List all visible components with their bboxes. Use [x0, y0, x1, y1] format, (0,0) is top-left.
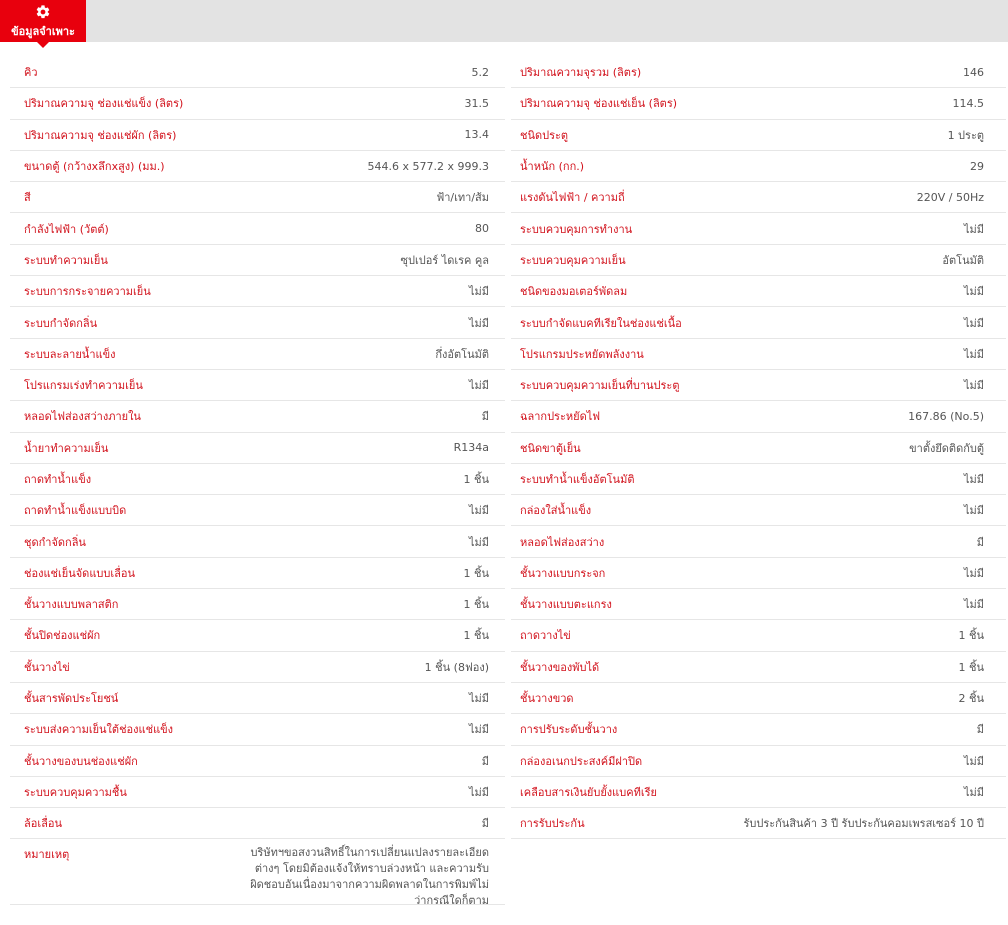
spec-value: ขาตั้งยึดติดกับตู้	[909, 441, 984, 455]
spec-label: ระบบควบคุมการทำงาน	[520, 222, 633, 236]
spec-value: รับประกันสินค้า 3 ปี รับประกันคอมเพรสเซอร์ 10 ปี	[743, 817, 984, 831]
spec-row	[10, 120, 505, 151]
spec-value: ซุปเปอร์ ไดเรค คูล	[400, 253, 489, 267]
spec-row	[511, 464, 1006, 495]
spec-label: ชั้นวางแบบกระจก	[520, 566, 606, 580]
spec-value: มี	[481, 410, 489, 424]
spec-label: ถาดวางไข่	[520, 629, 571, 643]
spec-label: ระบบควบคุมความเย็นที่บานประตู	[520, 379, 680, 393]
gear-icon	[35, 4, 51, 20]
spec-value: ไม่มี	[963, 347, 984, 361]
spec-row	[511, 652, 1006, 683]
spec-value: ไม่มี	[963, 566, 984, 580]
spec-value: ไม่มี	[468, 504, 489, 518]
spec-value: 1 ชิ้น (8ฟอง)	[424, 660, 489, 674]
spec-row	[10, 714, 505, 745]
spec-row	[10, 620, 505, 651]
spec-row	[10, 182, 505, 213]
spec-label: ชนิดขาตู้เย็น	[520, 441, 581, 455]
spec-value: 1 ชิ้น	[463, 629, 489, 643]
spec-row-note	[10, 839, 505, 908]
spec-value: ไม่มี	[468, 692, 489, 706]
spec-value: 220V / 50Hz	[916, 190, 984, 204]
spec-label: ปริมาณความจุ ช่องแช่แข็ง (ลิตร)	[24, 97, 184, 111]
spec-value: 31.5	[464, 96, 489, 110]
spec-label: ล้อเลื่อน	[24, 817, 62, 831]
spec-label: คิว	[24, 66, 38, 80]
spec-value: R134a	[453, 441, 489, 455]
spec-label: กำลังไฟฟ้า (วัตต์)	[24, 222, 109, 236]
spec-value: 114.5	[952, 96, 984, 110]
spec-label: สี	[24, 191, 31, 205]
spec-row	[10, 746, 505, 777]
spec-value: 2 ชิ้น	[958, 692, 984, 706]
spec-row	[511, 683, 1006, 714]
spec-label: ถาดทำน้ำแข็งแบบบิด	[24, 504, 127, 518]
spec-label: ปริมาณความจุรวม (ลิตร)	[520, 66, 642, 80]
spec-label: ระบบทำความเย็น	[24, 253, 108, 267]
spec-label: ชนิดของมอเตอร์พัดลม	[520, 285, 628, 299]
tab-label: ข้อมูลจำเพาะ	[11, 25, 75, 38]
spec-label: ชั้นวางของบนช่องแช่ผัก	[24, 754, 138, 768]
spec-value: 1 ชิ้น	[463, 598, 489, 612]
spec-row	[511, 746, 1006, 777]
spec-label: ชั้นสารพัดประโยชน์	[24, 692, 119, 706]
spec-value: กึ่งอัตโนมัติ	[435, 347, 489, 361]
spec-value: มี	[481, 754, 489, 768]
spec-value: ไม่มี	[963, 598, 984, 612]
spec-row	[511, 213, 1006, 244]
spec-label: ระบบกำจัดแบคทีเรียในช่องแช่เนื้อ	[520, 316, 682, 330]
spec-row	[511, 182, 1006, 213]
spec-label: ชั้นวางแบบพลาสติก	[24, 598, 119, 612]
spec-row	[10, 558, 505, 589]
spec-row	[10, 276, 505, 307]
spec-label: ชุดกำจัดกลิ่น	[24, 535, 86, 549]
spec-row	[10, 495, 505, 526]
spec-label: ถาดทำน้ำแข็ง	[24, 473, 92, 486]
spec-row	[10, 433, 505, 464]
spec-value: 1 ชิ้น	[463, 566, 489, 580]
spec-row	[511, 245, 1006, 276]
spec-row	[511, 276, 1006, 307]
spec-value: ไม่มี	[468, 785, 489, 799]
spec-label: น้ำหนัก (กก.)	[520, 160, 585, 174]
tab-specifications[interactable]	[0, 0, 86, 42]
spec-label: ปริมาณความจุ ช่องแช่เย็น (ลิตร)	[520, 97, 678, 111]
note-label: หมายเหตุ	[24, 848, 70, 862]
spec-value: ไม่มี	[468, 723, 489, 737]
spec-row	[10, 307, 505, 338]
spec-row	[10, 245, 505, 276]
spec-label: การรับประกัน	[520, 817, 585, 831]
spec-value: ไม่มี	[468, 285, 489, 299]
spec-value: ไม่มี	[468, 535, 489, 549]
spec-value: 167.86 (No.5)	[908, 409, 984, 423]
spec-row	[511, 777, 1006, 808]
spec-row	[511, 88, 1006, 119]
spec-value: 1 ประตู	[947, 128, 984, 142]
spec-label: ชนิดประตู	[520, 128, 569, 142]
spec-row	[10, 213, 505, 244]
spec-value: ไม่มี	[963, 316, 984, 330]
spec-label: หลอดไฟส่องสว่าง	[520, 535, 605, 549]
spec-row	[10, 401, 505, 432]
spec-label: ชั้นวางของพับได้	[520, 660, 600, 674]
spec-row	[511, 558, 1006, 589]
spec-row	[511, 339, 1006, 370]
spec-label: ช่องแช่เย็นจัดแบบเลื่อน	[24, 566, 135, 580]
spec-row	[10, 777, 505, 808]
spec-row	[10, 88, 505, 119]
spec-row	[511, 57, 1006, 88]
spec-value: ไม่มี	[963, 379, 984, 393]
spec-row	[10, 151, 505, 182]
spec-label: ชั้นปิดช่องแช่ผัก	[24, 629, 101, 643]
spec-value: 80	[475, 222, 489, 236]
spec-label: การปรับระดับชั้นวาง	[520, 723, 618, 737]
spec-row	[511, 620, 1006, 651]
spec-row	[511, 401, 1006, 432]
spec-label: ระบบละลายน้ำแข็ง	[24, 347, 116, 361]
spec-row	[511, 495, 1006, 526]
spec-label: เคลือบสารเงินยับยั้งแบคทีเรีย	[520, 785, 657, 799]
spec-label: โปรแกรมประหยัดพลังงาน	[520, 347, 644, 361]
spec-label: ขนาดตู้ (กว้างxลึกxสูง) (มม.)	[24, 160, 165, 174]
spec-value: 1 ชิ้น	[463, 473, 489, 486]
spec-label: ระบบการกระจายความเย็น	[24, 285, 151, 299]
spec-label: หลอดไฟส่องสว่างภายใน	[24, 410, 141, 424]
spec-value: 1 ชิ้น	[958, 629, 984, 643]
spec-label: ฉลากประหยัดไฟ	[520, 410, 601, 424]
spec-value: 1 ชิ้น	[958, 660, 984, 674]
spec-value: มี	[481, 817, 489, 831]
spec-row	[10, 57, 505, 88]
spec-row	[511, 433, 1006, 464]
spec-row	[511, 120, 1006, 151]
spec-column-left	[10, 57, 505, 908]
spec-row	[511, 307, 1006, 338]
spec-label: ระบบส่งความเย็นใต้ช่องแช่แข็ง	[24, 723, 174, 737]
note-text: บริษัทฯขอสงวนสิทธิ์ในการเปลี่ยนแปลงรายละเอียดต่างๆ โดยมิต้องแจ้งให้ทราบล่วงหน้า และความรับผิดชอบอันเนื่องมาจากความผิดพลาดในการพิมพ์ไม่ว่ากรณีใดก็ตาม	[250, 846, 489, 908]
spec-value: ไม่มี	[963, 222, 984, 236]
spec-label: กล่องใส่น้ำแข็ง	[520, 504, 592, 518]
spec-value: ไม่มี	[963, 785, 984, 799]
spec-row	[10, 652, 505, 683]
spec-value: ไม่มี	[963, 285, 984, 299]
spec-label: โปรแกรมเร่งทำความเย็น	[24, 379, 143, 393]
spec-value: ไม่มี	[963, 473, 984, 486]
tab-pointer	[37, 42, 49, 48]
spec-value: 5.2	[471, 65, 489, 79]
spec-row	[511, 151, 1006, 182]
spec-header-bar	[0, 0, 1008, 42]
spec-value: อัตโนมัติ	[942, 253, 984, 267]
spec-row	[10, 589, 505, 620]
spec-row	[511, 589, 1006, 620]
spec-row	[511, 370, 1006, 401]
spec-value: ไม่มี	[963, 504, 984, 518]
spec-value: 13.4	[464, 128, 489, 142]
spec-value: ไม่มี	[468, 316, 489, 330]
spec-row	[10, 370, 505, 401]
spec-row	[10, 808, 505, 839]
spec-row	[10, 464, 505, 495]
spec-row	[10, 683, 505, 714]
spec-row	[511, 808, 1006, 839]
spec-value: 29	[970, 159, 984, 173]
spec-value: 544.6 x 577.2 x 999.3	[367, 159, 489, 173]
spec-row	[511, 526, 1006, 557]
spec-row	[511, 714, 1006, 745]
spec-label: ชั้นวางขวด	[520, 692, 574, 706]
spec-label: ระบบกำจัดกลิ่น	[24, 316, 98, 330]
spec-label: น้ำยาทำความเย็น	[24, 441, 109, 455]
spec-column-right	[511, 57, 1006, 839]
spec-label: กล่องอเนกประสงค์มีฝาปิด	[520, 754, 643, 768]
spec-label: ปริมาณความจุ ช่องแช่ผัก (ลิตร)	[24, 128, 177, 142]
spec-value: ไม่มี	[468, 379, 489, 393]
spec-label: แรงดันไฟฟ้า / ความถี่	[520, 191, 625, 205]
spec-label: ชั้นวางแบบตะแกรง	[520, 598, 612, 612]
spec-value: ไม่มี	[963, 754, 984, 768]
spec-value: มี	[976, 723, 984, 737]
spec-row	[10, 526, 505, 557]
spec-label: ระบบทำน้ำแข็งอัตโนมัติ	[520, 473, 635, 486]
spec-value: ฟ้า/เทา/ส้ม	[436, 191, 489, 205]
spec-label: ชั้นวางไข่	[24, 660, 70, 674]
spec-label: ระบบควบคุมความเย็น	[520, 253, 626, 267]
spec-value: มี	[976, 535, 984, 549]
spec-row	[10, 339, 505, 370]
spec-value: 146	[963, 65, 984, 79]
spec-label: ระบบควบคุมความชื้น	[24, 785, 127, 799]
